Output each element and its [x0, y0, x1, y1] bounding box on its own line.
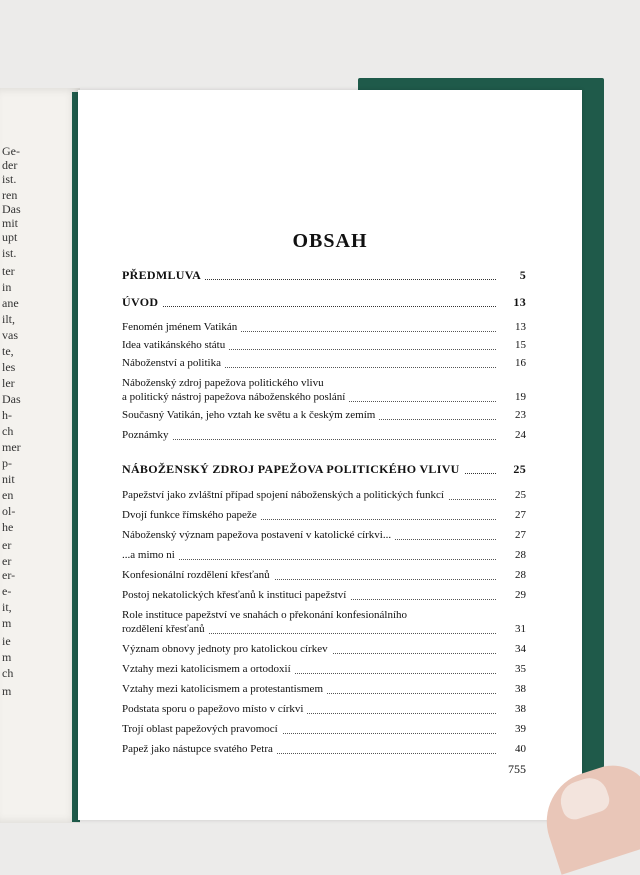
toc-entry-label-line: Vztahy mezi katolicismem a protestantismem [122, 682, 327, 696]
toc-entry-label-line: Role instituce papežství ve snahách o překonání konfesionálního [122, 609, 408, 621]
toc-entry-label [122, 608, 526, 636]
toc-page-number: 39 [515, 723, 526, 735]
toc-entry-label [122, 722, 526, 736]
left-page-text-fragment: m [2, 616, 12, 630]
toc-page-number: 28 [515, 569, 526, 581]
left-page-text-fragment: ilt, [2, 312, 16, 326]
toc-entry-label-line: Postoj nekatolických křesťanů k instituci papežství [122, 588, 350, 602]
toc-entry [122, 588, 526, 602]
toc-entry-label-line: rozdělení křesťanů [122, 622, 209, 636]
left-page-text-fragment: er- [2, 568, 16, 582]
left-page-text-fragment: ch [2, 424, 14, 438]
toc-entry-label [122, 408, 526, 422]
toc-entry [122, 702, 526, 716]
toc-entry-label-line: Poznámky [122, 428, 172, 442]
toc-page-number: 38 [515, 703, 526, 715]
toc-chapter-entry [122, 268, 526, 282]
toc-page-number: 31 [515, 623, 526, 635]
toc-entry-label [122, 642, 526, 656]
left-page-text-fragment: les [2, 360, 16, 374]
toc-entry-label [122, 548, 526, 562]
toc-entry-label-line: NÁBOŽENSKÝ ZDROJ PAPEŽOVA POLITICKÉHO VLIVU [122, 462, 464, 476]
toc-chapter-entry [122, 295, 526, 309]
toc-entry-label-line: a politický nástroj papežova náboženského poslání [122, 390, 349, 404]
toc-entry-label-line: Náboženský význam papežova postavení v katolické církvi... [122, 528, 395, 542]
toc-entry-label [122, 338, 526, 352]
toc-page-number: 15 [515, 339, 526, 351]
toc-entry-label-line: Podstata sporu o papežovo místo v církvi [122, 702, 307, 716]
left-page-text-fragment: in [2, 280, 12, 294]
toc-entry [122, 682, 526, 696]
toc-entry [122, 488, 526, 502]
left-page-text-fragment: ane [2, 296, 19, 310]
left-page-text-fragment: h- [2, 408, 12, 422]
toc-entry-label [122, 528, 526, 542]
page-title: OBSAH [292, 230, 368, 252]
toc-entry [122, 642, 526, 656]
left-page-text-fragment: m [2, 684, 12, 698]
left-page-text-fragment: e- [2, 584, 12, 598]
left-page-text-fragment: nit [2, 472, 15, 486]
toc-page-number: 25 [513, 462, 526, 476]
left-page-text-fragment: ist. [2, 172, 17, 186]
toc-page-number: 25 [515, 489, 526, 501]
toc-entry-label-line: Náboženský zdroj papežova politického vlivu [122, 377, 324, 389]
left-page-text-fragment: m [2, 650, 12, 664]
toc-entry-label [122, 295, 526, 309]
left-page-text-fragment: p- [2, 456, 12, 470]
toc-entry-label-line: Náboženství a politika [122, 356, 225, 370]
toc-entry-label [122, 742, 526, 756]
toc-page-number: 23 [515, 409, 526, 421]
toc-entry-label [122, 702, 526, 716]
left-page-text-fragment: vas [2, 328, 18, 342]
toc-entry-label-line: PŘEDMLUVA [122, 268, 205, 282]
toc-page-number: 27 [515, 529, 526, 541]
toc-entry-label-line: Vztahy mezi katolicismem a ortodoxií [122, 662, 295, 676]
toc-entry-label [122, 662, 526, 676]
toc-page-number: 16 [515, 357, 526, 369]
toc-page-number: 28 [515, 549, 526, 561]
toc-page-number: 5 [519, 268, 526, 282]
toc-page-number: 13 [513, 295, 526, 309]
toc-page-number: 27 [515, 509, 526, 521]
toc-entry [122, 742, 526, 756]
page-number: 755 [508, 762, 526, 776]
toc-entry-label-line: Papež jako nástupce svatého Petra [122, 742, 277, 756]
toc-entry [122, 528, 526, 542]
toc-page-number: 13 [515, 321, 526, 333]
left-page-text-fragment: er [2, 554, 12, 568]
left-page-text-fragment: ist. [2, 246, 17, 260]
toc-entry-label [122, 320, 526, 334]
toc-page-number: 24 [515, 429, 526, 441]
toc-entry [122, 320, 526, 334]
toc-entry [122, 722, 526, 736]
toc-entry-label [122, 508, 526, 522]
toc-entry-label [122, 268, 526, 282]
toc-entry-label-line: Papežství jako zvláštní případ spojení náboženských a politických funkcí [122, 488, 448, 502]
left-page-text-fragment: Das [2, 202, 21, 216]
left-page-text-fragment: er [2, 538, 12, 552]
toc-entry-label-line: Současný Vatikán, jeho vztah ke světu a k českým zemím [122, 408, 379, 422]
toc-entry-label [122, 462, 526, 476]
toc-leader-dots [122, 439, 496, 440]
left-page [0, 88, 80, 823]
toc-entry-label-line: Dvojí funkce římského papeže [122, 508, 261, 522]
toc-entry-label [122, 428, 526, 442]
left-page-text-fragment: ren [2, 188, 18, 202]
toc-entry [122, 508, 526, 522]
toc-entry [122, 408, 526, 422]
toc-entry [122, 428, 526, 442]
left-page-text-fragment: ler [2, 376, 15, 390]
table-of-contents-page [78, 90, 582, 820]
toc-entry-label [122, 356, 526, 370]
toc-page-number: 19 [515, 391, 526, 403]
toc-leader-dots [122, 306, 496, 307]
left-page-text-fragment: upt [2, 230, 18, 244]
toc-entry [122, 356, 526, 370]
left-page-text-fragment: he [2, 520, 14, 534]
toc-page-number: 40 [515, 743, 526, 755]
toc-entry-label-line: Fenomén jménem Vatikán [122, 320, 241, 334]
toc-page-number: 38 [515, 683, 526, 695]
toc-entry-label [122, 682, 526, 696]
left-page-text-fragment: mit [2, 216, 19, 230]
left-page-text-fragment: it, [2, 600, 12, 614]
toc-entry [122, 608, 526, 636]
toc-chapter-entry [122, 462, 526, 476]
left-page-text-fragment: ch [2, 666, 14, 680]
left-page-text-fragment: ie [2, 634, 11, 648]
left-page-text-fragment: Das [2, 392, 21, 406]
toc-entry [122, 568, 526, 582]
toc-entry-label-line: ÚVOD [122, 295, 162, 309]
toc-entry-label-line: Význam obnovy jednoty pro katolickou církev [122, 642, 332, 656]
left-page-text-fragment: der [2, 158, 18, 172]
toc-entry-label-line: ...a mimo ni [122, 548, 179, 562]
toc-entry [122, 548, 526, 562]
left-page-text-fragment: ter [2, 264, 15, 278]
toc-entry-label-line: Idea vatikánského státu [122, 338, 229, 352]
toc-entry-label-line: Konfesionální rozdělení křesťanů [122, 568, 274, 582]
toc-entry [122, 338, 526, 352]
toc-entry [122, 376, 526, 404]
left-page-text-fragment: Ge- [2, 144, 20, 158]
toc-page-number: 29 [515, 589, 526, 601]
toc-entry-label [122, 568, 526, 582]
toc-page-number: 35 [515, 663, 526, 675]
left-page-text-fragment: en [2, 488, 14, 502]
toc-entry [122, 662, 526, 676]
left-page-text-fragment: te, [2, 344, 14, 358]
toc-page-number: 34 [515, 643, 526, 655]
toc-entry-label-line: Trojí oblast papežových pravomocí [122, 722, 282, 736]
toc-entry-label [122, 376, 526, 404]
left-page-text-fragment: ol- [2, 504, 16, 518]
toc-entry-label [122, 588, 526, 602]
left-page-text-fragment: mer [2, 440, 21, 454]
toc-entry-label [122, 488, 526, 502]
